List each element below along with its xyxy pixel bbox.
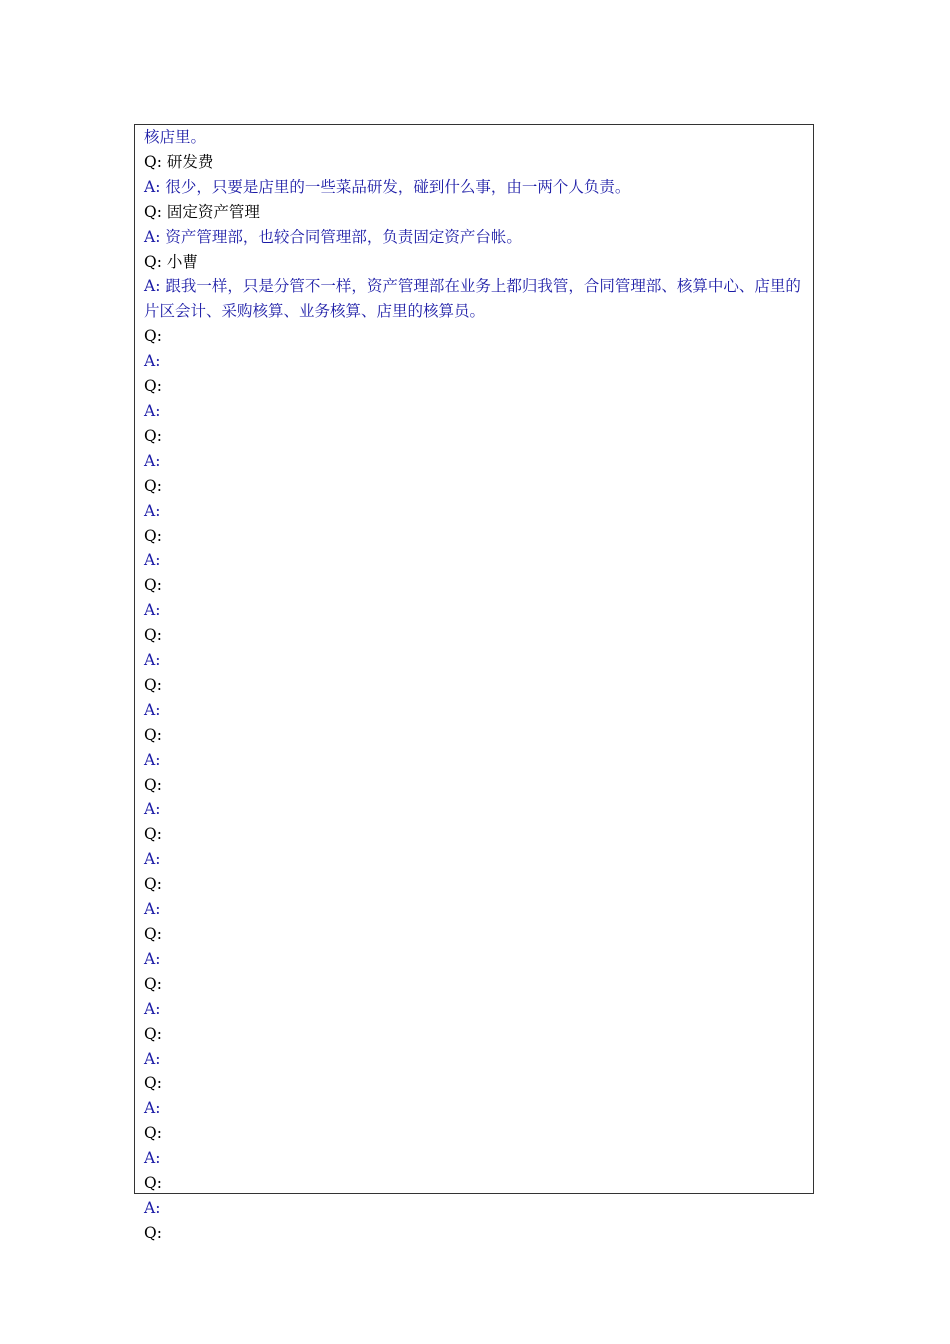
- question-line: Q:: [144, 1223, 162, 1242]
- question-line: Q:: [144, 377, 162, 396]
- question-line: Q:: [144, 1024, 162, 1043]
- interview-notes-box: [134, 124, 814, 1242]
- answer-prefix: A:: [144, 850, 161, 869]
- question-line: Q:: [144, 1174, 162, 1193]
- answer-prefix: A:: [144, 601, 161, 620]
- answer-line: [144, 997, 805, 1022]
- question-line: Q:: [144, 725, 162, 744]
- question-line: Q:: [144, 1074, 162, 1093]
- question-line: Q:: [144, 675, 162, 694]
- answer-prefix: A:: [144, 352, 161, 371]
- answer-prefix: A:: [144, 1099, 161, 1118]
- answer-line: [144, 698, 805, 723]
- answer-line: [144, 274, 805, 324]
- question-line: Q:: [144, 925, 162, 943]
- question-line: Q: 小曹: [144, 252, 198, 271]
- answer-line: [144, 598, 805, 623]
- answer-line: [144, 648, 805, 673]
- answer-line: [144, 499, 805, 524]
- answer-line: [144, 225, 805, 250]
- answer-prefix: A:: [144, 651, 161, 670]
- answer-prefix: A:: [144, 401, 161, 420]
- answer-prefix: A:: [144, 999, 161, 1018]
- answer-prefix: A:: [144, 700, 161, 719]
- answer-text: 很少，只要是店里的一些菜品研发，碰到什么事，由一两个人负责。: [160, 177, 631, 196]
- answer-line: [144, 548, 805, 573]
- answer-prefix: A:: [144, 451, 161, 470]
- answer-text: 资产管理部，也较合同管理部，负责固定资产台帐。: [160, 227, 522, 246]
- qa-list: [144, 125, 805, 1246]
- answer-line: [144, 748, 805, 773]
- question-line: Q: 固定资产管理: [144, 202, 260, 221]
- answer-line: [144, 1196, 805, 1221]
- answer-line: [144, 1096, 805, 1121]
- question-line: Q:: [144, 825, 162, 844]
- answer-line: [144, 175, 805, 200]
- question-line: Q:: [144, 626, 162, 645]
- answer-line: [144, 349, 805, 374]
- answer-line: [144, 947, 805, 972]
- question-line: Q: 研发费: [144, 152, 214, 171]
- answer-line: [144, 1047, 805, 1072]
- answer-line: [144, 399, 805, 424]
- answer-prefix: A:: [144, 501, 161, 520]
- answer-prefix: A:: [144, 800, 161, 819]
- question-line: Q:: [144, 526, 162, 545]
- answer-prefix: A:: [144, 900, 161, 919]
- question-line: Q:: [144, 875, 162, 894]
- answer-prefix: A:: [144, 1149, 161, 1168]
- answer-line: [144, 797, 805, 822]
- question-line: Q:: [144, 327, 162, 346]
- answer-line: [144, 449, 805, 474]
- answer-prefix: A:: [144, 750, 161, 769]
- answer-prefix: A:: [144, 277, 161, 296]
- answer-prefix: A:: [144, 1198, 161, 1217]
- answer-text: 跟我一样，只是分管不一样，资产管理部在业务上都归我管，合同管理部、核算中心、店里的片区会计、采购核算、业务核算、店里的核算员。: [144, 277, 801, 321]
- answer-line: [144, 897, 805, 922]
- question-line: Q:: [144, 1124, 162, 1143]
- question-line: Q:: [144, 426, 162, 445]
- answer-prefix: A:: [144, 551, 161, 570]
- question-line: Q:: [144, 775, 162, 794]
- continuation-line: 核店里。: [144, 128, 207, 146]
- answer-line: [144, 847, 805, 872]
- question-line: Q:: [144, 974, 162, 993]
- question-line: Q:: [144, 576, 162, 595]
- answer-prefix: A:: [144, 949, 161, 968]
- question-line: Q:: [144, 476, 162, 495]
- answer-line: [144, 1146, 805, 1171]
- answer-prefix: A:: [144, 177, 161, 196]
- answer-prefix: A:: [144, 227, 161, 246]
- answer-prefix: A:: [144, 1049, 161, 1068]
